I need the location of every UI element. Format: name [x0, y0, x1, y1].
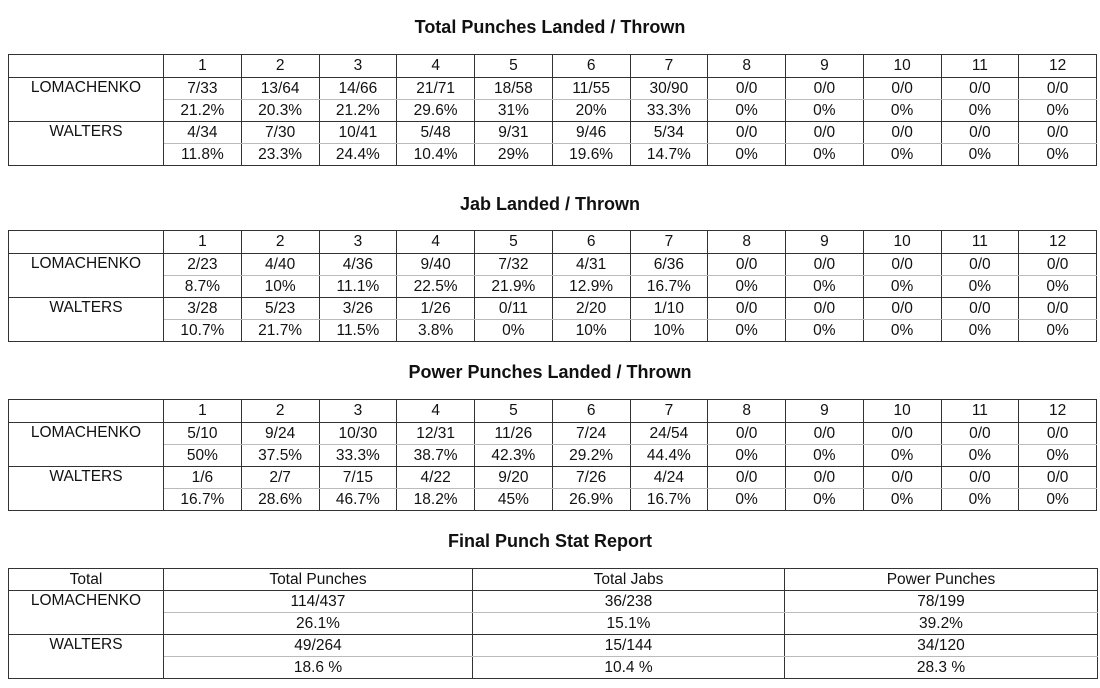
landed-thrown-cell: 0/0 — [941, 254, 1019, 276]
landed-thrown-cell: 0/0 — [708, 254, 786, 276]
corner-cell — [9, 400, 164, 423]
round-header: 3 — [319, 400, 397, 423]
round-header-row — [9, 231, 1097, 254]
landed-thrown-cell: 0/0 — [1019, 298, 1097, 320]
landed-thrown-cell: 0/0 — [1019, 467, 1097, 489]
landed-thrown-cell: 0/0 — [1019, 254, 1097, 276]
round-header: 1 — [164, 231, 242, 254]
landed-thrown-cell: 7/32 — [475, 254, 553, 276]
landed-thrown-cell: 18/58 — [475, 78, 553, 100]
round-header: 9 — [786, 231, 864, 254]
round-header-row — [9, 55, 1097, 78]
percent-cell: 0% — [708, 489, 786, 511]
round-header: 10 — [863, 400, 941, 423]
percent-cell: 0% — [708, 445, 786, 467]
round-header: 10 — [863, 231, 941, 254]
percent-cell: 0% — [863, 320, 941, 342]
landed-thrown-cell: 3/28 — [164, 298, 242, 320]
percent-cell: 0% — [863, 445, 941, 467]
round-header: 5 — [475, 400, 553, 423]
landed-thrown-cell: 0/0 — [863, 78, 941, 100]
percent-cell: 28.6% — [241, 489, 319, 511]
landed-thrown-cell: 0/0 — [863, 423, 941, 445]
final-landed-cell: 78/199 — [785, 591, 1098, 613]
percent-cell: 0% — [1019, 445, 1097, 467]
percent-cell: 29.6% — [397, 100, 475, 122]
landed-thrown-cell: 0/0 — [708, 423, 786, 445]
round-header: 8 — [708, 400, 786, 423]
landed-thrown-cell: 0/0 — [863, 254, 941, 276]
percent-cell: 16.7% — [164, 489, 242, 511]
percent-cell: 10% — [241, 276, 319, 298]
landed-thrown-cell: 30/90 — [630, 78, 708, 100]
landed-thrown-cell: 0/0 — [786, 254, 864, 276]
round-header: 6 — [552, 231, 630, 254]
landed-thrown-cell: 0/0 — [786, 298, 864, 320]
round-header: 12 — [1019, 231, 1097, 254]
final-landed-cell: 114/437 — [164, 591, 473, 613]
fighter-landed-row — [9, 122, 1097, 144]
round-header: 10 — [863, 55, 941, 78]
fighter-name: WALTERS — [9, 635, 164, 679]
landed-thrown-cell: 7/33 — [164, 78, 242, 100]
final-landed-row — [9, 635, 1098, 657]
round-header: 6 — [552, 400, 630, 423]
landed-thrown-cell: 7/30 — [241, 122, 319, 144]
landed-thrown-cell: 0/0 — [941, 423, 1019, 445]
landed-thrown-cell: 0/0 — [786, 423, 864, 445]
round-header: 2 — [241, 55, 319, 78]
percent-cell: 38.7% — [397, 445, 475, 467]
round-header: 9 — [786, 55, 864, 78]
percent-cell: 10% — [630, 320, 708, 342]
landed-thrown-cell: 2/23 — [164, 254, 242, 276]
landed-thrown-cell: 0/0 — [941, 122, 1019, 144]
landed-thrown-cell: 1/26 — [397, 298, 475, 320]
landed-thrown-cell: 2/20 — [552, 298, 630, 320]
landed-thrown-cell: 11/55 — [552, 78, 630, 100]
percent-cell: 11.8% — [164, 144, 242, 166]
landed-thrown-cell: 0/0 — [863, 122, 941, 144]
fighter-landed-row — [9, 423, 1097, 445]
percent-cell: 0% — [708, 276, 786, 298]
landed-thrown-cell: 0/0 — [941, 298, 1019, 320]
round-header: 8 — [708, 231, 786, 254]
jab-title: Jab Landed / Thrown — [459, 194, 640, 214]
landed-thrown-cell: 7/24 — [552, 423, 630, 445]
landed-thrown-cell: 0/0 — [786, 78, 864, 100]
fighter-percent-row — [9, 276, 1097, 298]
landed-thrown-cell: 0/0 — [708, 298, 786, 320]
round-header: 6 — [552, 55, 630, 78]
fighter-percent-row — [9, 489, 1097, 511]
landed-thrown-cell: 24/54 — [630, 423, 708, 445]
fighter-landed-row — [9, 78, 1097, 100]
landed-thrown-cell: 7/15 — [319, 467, 397, 489]
percent-cell: 11.5% — [319, 320, 397, 342]
fighter-name: LOMACHENKO — [9, 423, 164, 467]
percent-cell: 10.7% — [164, 320, 242, 342]
corner-cell — [9, 55, 164, 78]
landed-thrown-cell: 4/24 — [630, 467, 708, 489]
fighter-percent-row — [9, 100, 1097, 122]
landed-thrown-cell: 12/31 — [397, 423, 475, 445]
round-header: 12 — [1019, 55, 1097, 78]
round-header: 2 — [241, 231, 319, 254]
round-header: 11 — [941, 400, 1019, 423]
percent-cell: 31% — [475, 100, 553, 122]
landed-thrown-cell: 0/0 — [863, 298, 941, 320]
fighter-landed-row — [9, 254, 1097, 276]
final-percent-cell: 15.1% — [473, 613, 785, 635]
percent-cell: 33.3% — [630, 100, 708, 122]
percent-cell: 16.7% — [630, 276, 708, 298]
percent-cell: 0% — [1019, 320, 1097, 342]
percent-cell: 11.1% — [319, 276, 397, 298]
power-punches-title: Power Punches Landed / Thrown — [408, 362, 692, 382]
landed-thrown-cell: 9/20 — [475, 467, 553, 489]
round-header: 1 — [164, 55, 242, 78]
landed-thrown-cell: 0/0 — [1019, 78, 1097, 100]
percent-cell: 0% — [863, 489, 941, 511]
total-punches-title: Total Punches Landed / Thrown — [414, 17, 686, 37]
percent-cell: 10% — [552, 320, 630, 342]
final-percent-cell: 10.4 % — [473, 657, 785, 679]
round-header: 7 — [630, 400, 708, 423]
final-percent-row — [9, 613, 1098, 635]
percent-cell: 0% — [1019, 144, 1097, 166]
percent-cell: 0% — [708, 100, 786, 122]
landed-thrown-cell: 0/0 — [863, 467, 941, 489]
round-header: 7 — [630, 231, 708, 254]
final-percent-cell: 18.6 % — [164, 657, 473, 679]
percent-cell: 46.7% — [319, 489, 397, 511]
percent-cell: 29% — [475, 144, 553, 166]
fighter-name: LOMACHENKO — [9, 254, 164, 298]
round-header: 9 — [786, 400, 864, 423]
percent-cell: 18.2% — [397, 489, 475, 511]
percent-cell: 0% — [941, 144, 1019, 166]
final-percent-cell: 28.3 % — [785, 657, 1098, 679]
percent-cell: 0% — [786, 320, 864, 342]
percent-cell: 0% — [941, 445, 1019, 467]
percent-cell: 0% — [786, 445, 864, 467]
percent-cell: 19.6% — [552, 144, 630, 166]
percent-cell: 14.7% — [630, 144, 708, 166]
percent-cell: 0% — [1019, 489, 1097, 511]
round-header: 4 — [397, 400, 475, 423]
final-landed-cell: 49/264 — [164, 635, 473, 657]
percent-cell: 37.5% — [241, 445, 319, 467]
fighter-percent-row — [9, 144, 1097, 166]
fighter-name: WALTERS — [9, 467, 164, 511]
landed-thrown-cell: 10/30 — [319, 423, 397, 445]
percent-cell: 0% — [1019, 100, 1097, 122]
landed-thrown-cell: 21/71 — [397, 78, 475, 100]
percent-cell: 0% — [786, 489, 864, 511]
fighter-name: LOMACHENKO — [9, 591, 164, 635]
final-header: Power Punches — [785, 569, 1098, 591]
round-header: 7 — [630, 55, 708, 78]
landed-thrown-cell: 0/0 — [941, 467, 1019, 489]
final-percent-row — [9, 657, 1098, 679]
round-header: 1 — [164, 400, 242, 423]
landed-thrown-cell: 9/40 — [397, 254, 475, 276]
landed-thrown-cell: 4/34 — [164, 122, 242, 144]
final-header: Total Punches — [164, 569, 473, 591]
percent-cell: 21.7% — [241, 320, 319, 342]
total-punches-table — [8, 54, 1097, 166]
landed-thrown-cell: 10/41 — [319, 122, 397, 144]
percent-cell: 44.4% — [630, 445, 708, 467]
landed-thrown-cell: 5/10 — [164, 423, 242, 445]
final-landed-cell: 34/120 — [785, 635, 1098, 657]
landed-thrown-cell: 3/26 — [319, 298, 397, 320]
landed-thrown-cell: 5/23 — [241, 298, 319, 320]
percent-cell: 16.7% — [630, 489, 708, 511]
round-header: 5 — [475, 231, 553, 254]
landed-thrown-cell: 0/0 — [708, 78, 786, 100]
fighter-landed-row — [9, 298, 1097, 320]
final-header: Total Jabs — [473, 569, 785, 591]
landed-thrown-cell: 5/48 — [397, 122, 475, 144]
percent-cell: 21.2% — [164, 100, 242, 122]
percent-cell: 0% — [941, 489, 1019, 511]
landed-thrown-cell: 0/11 — [475, 298, 553, 320]
percent-cell: 22.5% — [397, 276, 475, 298]
round-header: 4 — [397, 55, 475, 78]
landed-thrown-cell: 5/34 — [630, 122, 708, 144]
percent-cell: 50% — [164, 445, 242, 467]
percent-cell: 0% — [863, 276, 941, 298]
percent-cell: 0% — [786, 100, 864, 122]
final-landed-cell: 36/238 — [473, 591, 785, 613]
landed-thrown-cell: 2/7 — [241, 467, 319, 489]
round-header: 5 — [475, 55, 553, 78]
percent-cell: 0% — [863, 144, 941, 166]
final-header: Total — [9, 569, 164, 591]
final-report-title: Final Punch Stat Report — [447, 531, 652, 551]
landed-thrown-cell: 11/26 — [475, 423, 553, 445]
landed-thrown-cell: 0/0 — [786, 467, 864, 489]
landed-thrown-cell: 9/31 — [475, 122, 553, 144]
percent-cell: 0% — [708, 320, 786, 342]
percent-cell: 26.9% — [552, 489, 630, 511]
fighter-landed-row — [9, 467, 1097, 489]
round-header: 11 — [941, 231, 1019, 254]
percent-cell: 42.3% — [475, 445, 553, 467]
percent-cell: 3.8% — [397, 320, 475, 342]
final-landed-row — [9, 591, 1098, 613]
landed-thrown-cell: 1/6 — [164, 467, 242, 489]
fighter-name: WALTERS — [9, 122, 164, 166]
round-header: 4 — [397, 231, 475, 254]
percent-cell: 33.3% — [319, 445, 397, 467]
percent-cell: 10.4% — [397, 144, 475, 166]
percent-cell: 20% — [552, 100, 630, 122]
percent-cell: 12.9% — [552, 276, 630, 298]
landed-thrown-cell: 0/0 — [1019, 122, 1097, 144]
landed-thrown-cell: 9/24 — [241, 423, 319, 445]
percent-cell: 8.7% — [164, 276, 242, 298]
corner-cell — [9, 231, 164, 254]
round-header: 8 — [708, 55, 786, 78]
percent-cell: 0% — [863, 100, 941, 122]
landed-thrown-cell: 4/36 — [319, 254, 397, 276]
jab-table — [8, 230, 1097, 342]
landed-thrown-cell: 4/40 — [241, 254, 319, 276]
fighter-name: WALTERS — [9, 298, 164, 342]
percent-cell: 0% — [786, 144, 864, 166]
round-header: 3 — [319, 55, 397, 78]
percent-cell: 0% — [941, 100, 1019, 122]
power-punches-table — [8, 399, 1097, 511]
percent-cell: 45% — [475, 489, 553, 511]
landed-thrown-cell: 0/0 — [1019, 423, 1097, 445]
landed-thrown-cell: 0/0 — [708, 467, 786, 489]
final-percent-cell: 39.2% — [785, 613, 1098, 635]
percent-cell: 0% — [475, 320, 553, 342]
landed-thrown-cell: 0/0 — [941, 78, 1019, 100]
percent-cell: 0% — [941, 276, 1019, 298]
percent-cell: 0% — [941, 320, 1019, 342]
landed-thrown-cell: 4/22 — [397, 467, 475, 489]
final-landed-cell: 15/144 — [473, 635, 785, 657]
round-header-row — [9, 400, 1097, 423]
percent-cell: 23.3% — [241, 144, 319, 166]
landed-thrown-cell: 14/66 — [319, 78, 397, 100]
landed-thrown-cell: 13/64 — [241, 78, 319, 100]
landed-thrown-cell: 1/10 — [630, 298, 708, 320]
landed-thrown-cell: 6/36 — [630, 254, 708, 276]
percent-cell: 29.2% — [552, 445, 630, 467]
round-header: 2 — [241, 400, 319, 423]
percent-cell: 24.4% — [319, 144, 397, 166]
percent-cell: 21.9% — [475, 276, 553, 298]
landed-thrown-cell: 7/26 — [552, 467, 630, 489]
fighter-name: LOMACHENKO — [9, 78, 164, 122]
percent-cell: 20.3% — [241, 100, 319, 122]
percent-cell: 21.2% — [319, 100, 397, 122]
landed-thrown-cell: 0/0 — [786, 122, 864, 144]
percent-cell: 0% — [1019, 276, 1097, 298]
round-header: 12 — [1019, 400, 1097, 423]
percent-cell: 0% — [708, 144, 786, 166]
round-header: 11 — [941, 55, 1019, 78]
percent-cell: 0% — [786, 276, 864, 298]
final-header-row — [9, 569, 1098, 591]
round-header: 3 — [319, 231, 397, 254]
landed-thrown-cell: 0/0 — [708, 122, 786, 144]
fighter-percent-row — [9, 320, 1097, 342]
landed-thrown-cell: 9/46 — [552, 122, 630, 144]
fighter-percent-row — [9, 445, 1097, 467]
final-report-table — [8, 568, 1098, 679]
final-percent-cell: 26.1% — [164, 613, 473, 635]
landed-thrown-cell: 4/31 — [552, 254, 630, 276]
